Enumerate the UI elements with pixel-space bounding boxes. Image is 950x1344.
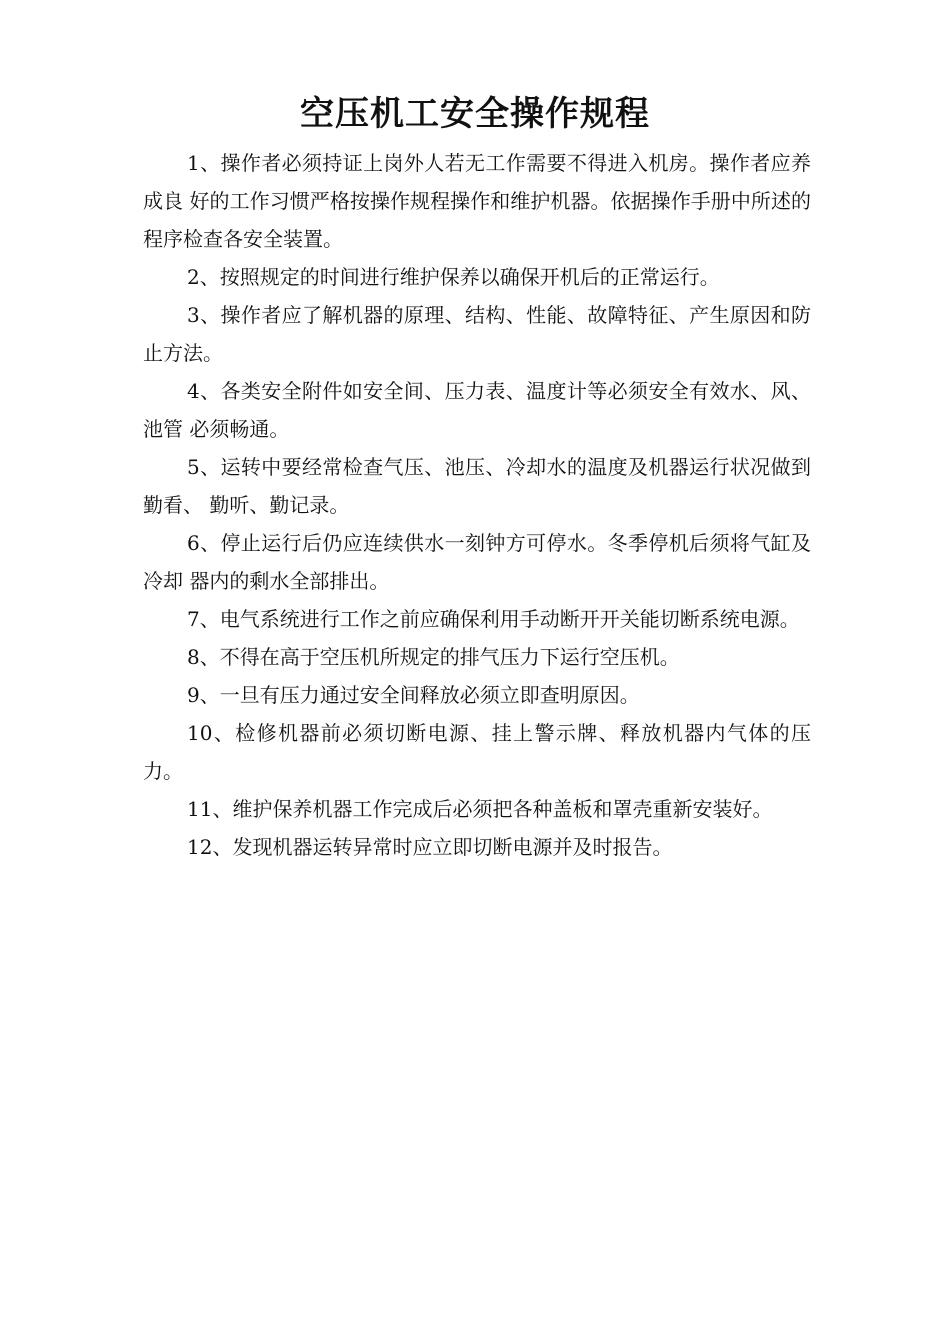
paragraph-11: 11、维护保养机器工作完成后必须把各种盖板和罩壳重新安装好。 <box>187 797 773 821</box>
paragraph-10: 10、检修机器前必须切断电源、挂上警示牌、释放机器内气体的压力。 <box>143 721 811 783</box>
paragraph-3: 3、操作者应了解机器的原理、结构、性能、故障特征、产生原因和防止方法。 <box>143 303 811 365</box>
paragraph-8: 8、不得在高于空压机所规定的排气压力下运行空压机。 <box>187 645 680 669</box>
paragraph-1: 1、操作者必须持证上岗外人若无工作需要不得进入机房。操作者应养成良 好的工作习惯严格按操作规程操作和维护机器。依据操作手册中所述的程序检查各安全装置。 <box>143 151 811 251</box>
page-title: 空压机工安全操作规程 <box>300 94 650 134</box>
paragraph-2: 2、按照规定的时间进行维护保养以确保开机后的正常运行。 <box>187 265 720 289</box>
document-body <box>143 144 811 866</box>
paragraph-12: 12、发现机器运转异常时应立即切断电源并及时报告。 <box>187 835 673 859</box>
paragraph-6: 6、停止运行后仍应连续供水一刻钟方可停水。冬季停机后须将气缸及冷却 器内的剩水全部排出。 <box>143 531 811 593</box>
paragraph-5: 5、运转中要经常检查气压、池压、冷却水的温度及机器运行状况做到勤看、 勤听、勤记录。 <box>143 455 811 517</box>
paragraph-4: 4、各类安全附件如安全间、压力表、温度计等必须安全有效水、风、池管 必须畅通。 <box>143 379 811 441</box>
paragraph-9: 9、一旦有压力通过安全间释放必须立即查明原因。 <box>187 683 640 707</box>
paragraph-7: 7、电气系统进行工作之前应确保利用手动断开开关能切断系统电源。 <box>187 607 800 631</box>
